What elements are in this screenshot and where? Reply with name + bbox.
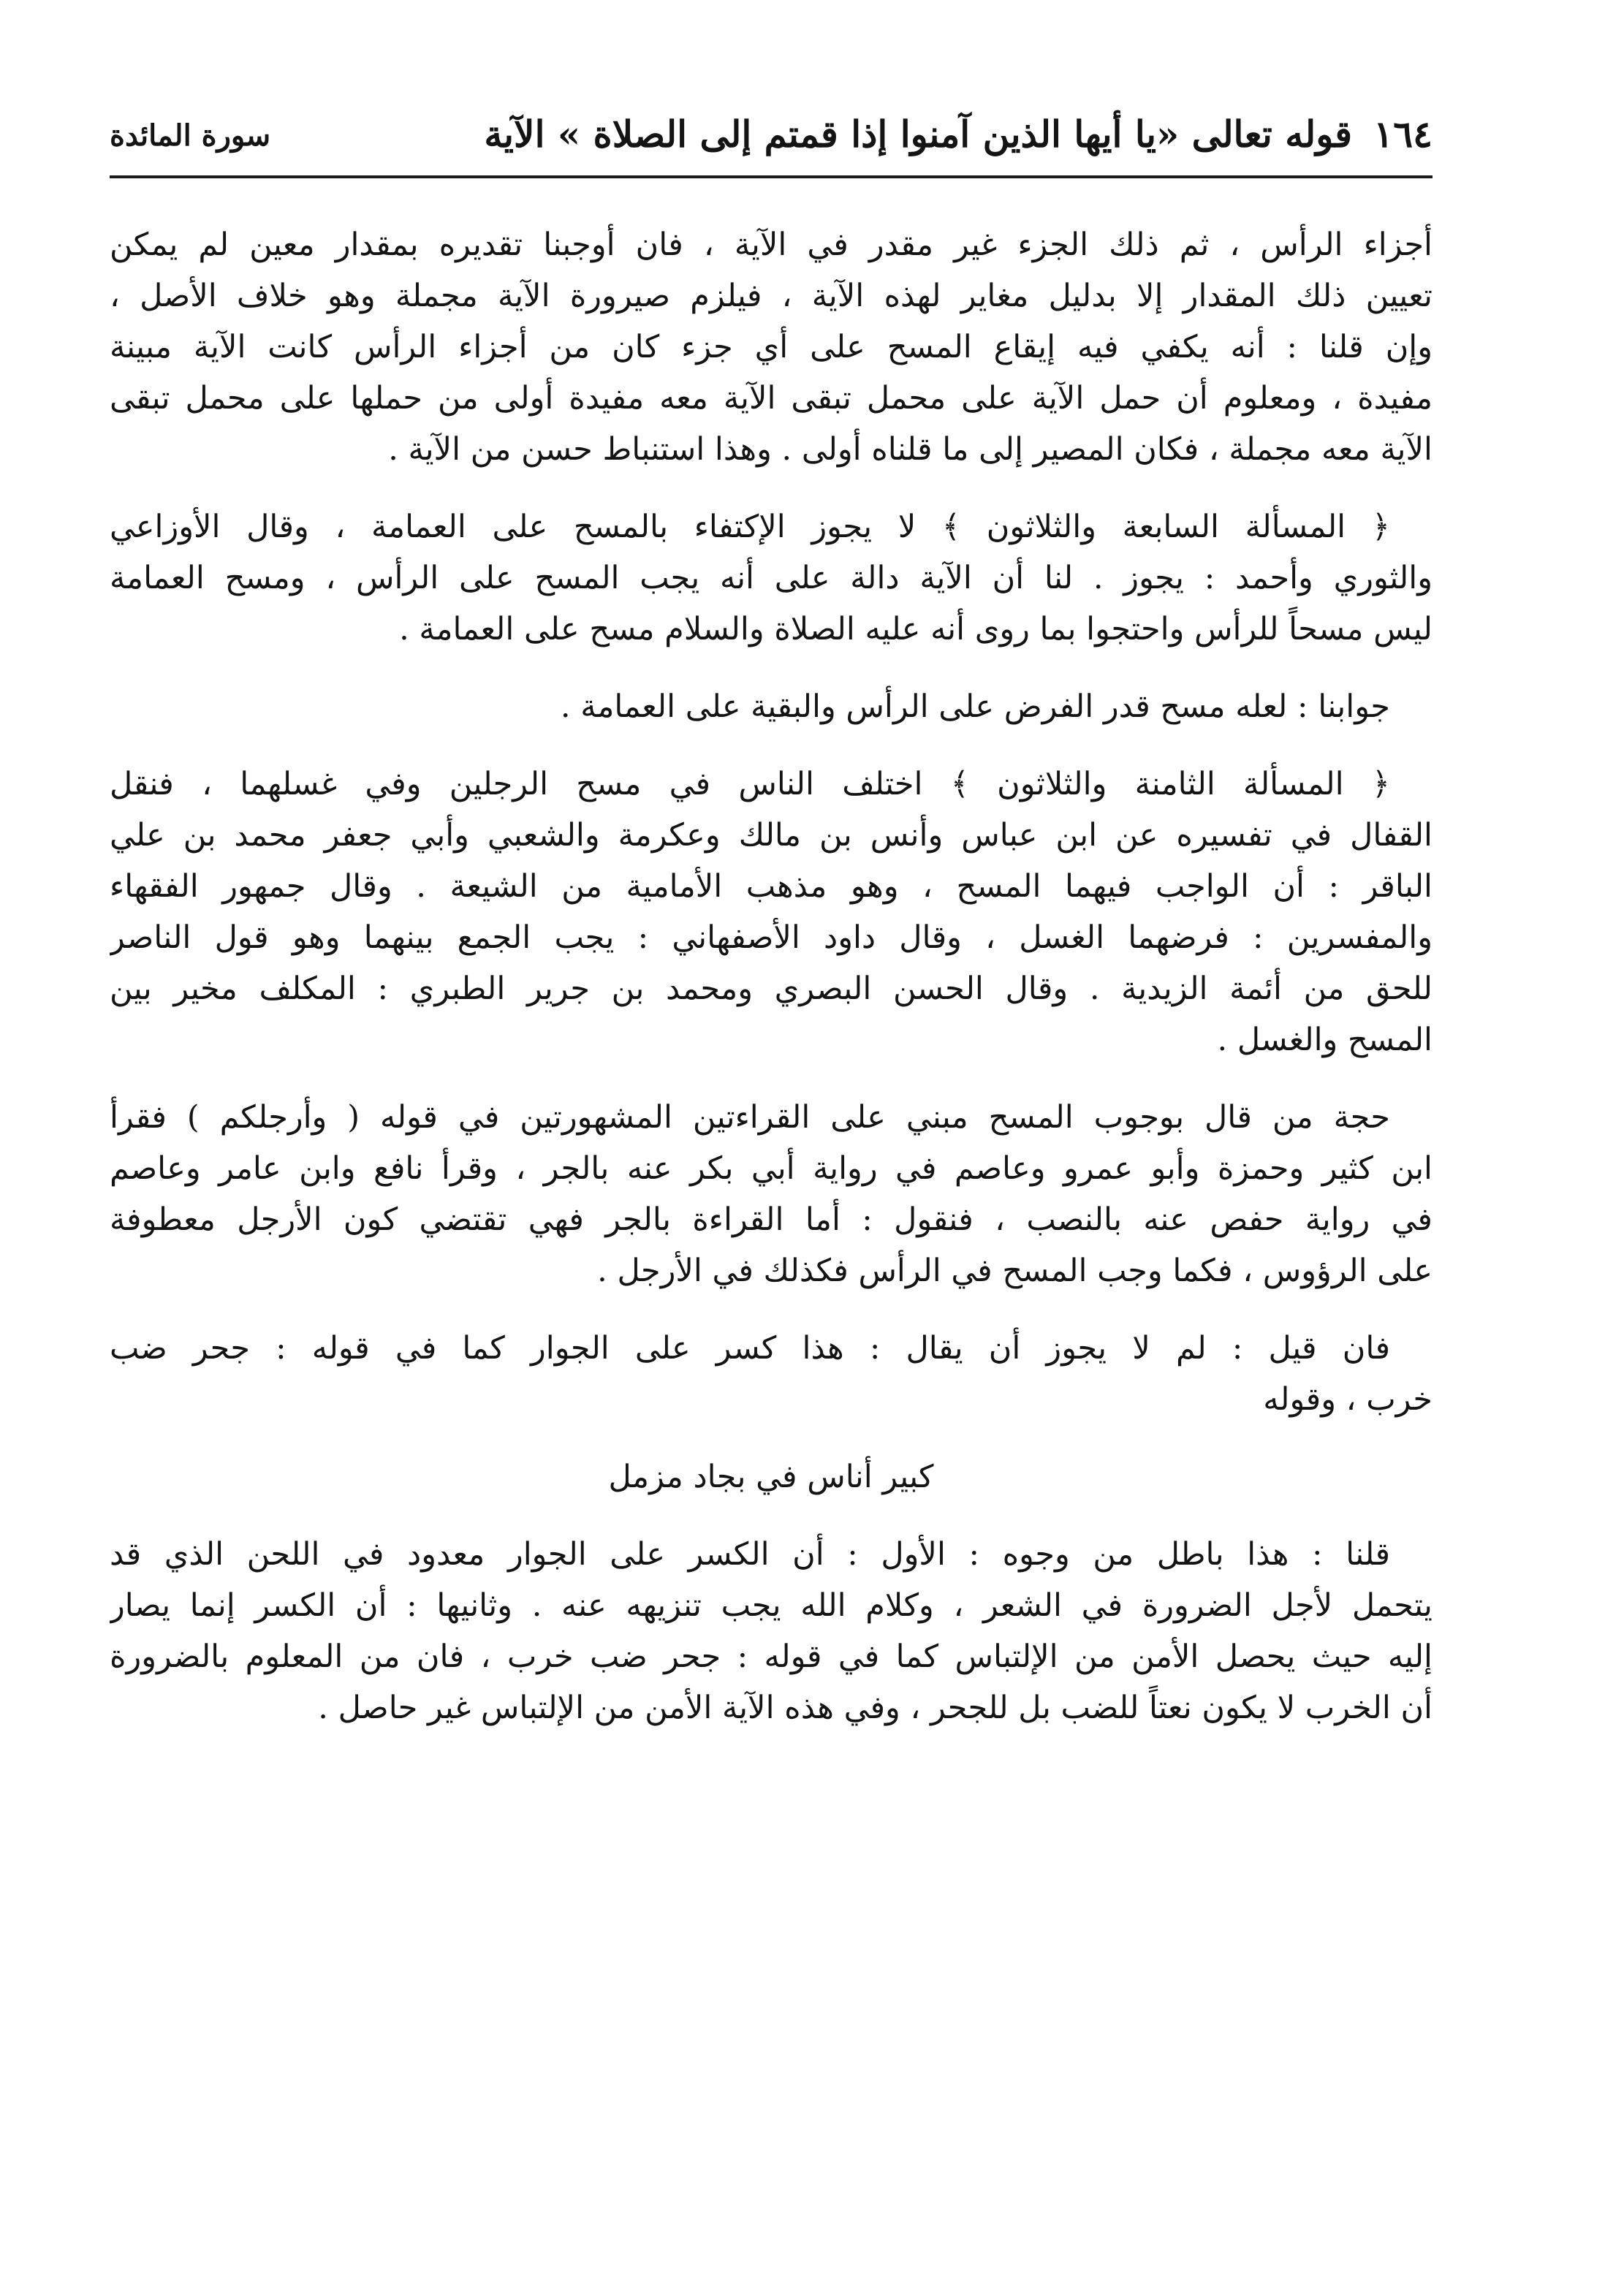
paragraph-6 xyxy=(110,1323,1433,1425)
paragraph-7 xyxy=(110,1529,1433,1733)
text-line: ابن كثير وحمزة وأبو عمرو وعاصم في رواية أبي بكر عنه بالجر ، وقرأ نافع وابن عامر وعاصم xyxy=(110,1150,1433,1187)
text-line: الآية معه مجملة ، فكان المصير إلى ما قلناه أولى . وهذا استنباط حسن من الآية . xyxy=(388,431,1433,468)
text-line: أجزاء الرأس ، ثم ذلك الجزء غير مقدر في الآية ، فان أوجبنا تقديره بمقدار معين لم يمكن xyxy=(110,227,1433,263)
text-line: خرب ، وقوله xyxy=(1263,1381,1433,1418)
text-line: إليه حيث يحصل الأمن من الإلتباس كما في قوله : جحر ضب خرب ، فان من المعلوم بالضرورة xyxy=(110,1638,1433,1675)
paragraph-3 xyxy=(110,681,1433,732)
text-line: ليس مسحاً للرأس واحتجوا بما روى أنه عليه الصلاة والسلام مسح على العمامة . xyxy=(399,611,1433,647)
text-line: للحق من أئمة الزيدية . وقال الحسن البصري ومحمد بن جرير الطبري : المكلف مخير بين xyxy=(110,971,1433,1007)
text-line: وإن قلنا : أنه يكفي فيه إيقاع المسح على أي جزء كان من أجزاء الرأس كانت الآية مبينة xyxy=(110,329,1433,365)
paragraph-4 xyxy=(110,759,1433,1066)
text-line: مفيدة ، ومعلوم أن حمل الآية على محمل تبقى الآية معه مفيدة أولى من حملها على محمل تبقى xyxy=(110,380,1433,417)
text-line: جوابنا : لعله مسح قدر الفرض على الرأس والبقية على العمامة . xyxy=(560,688,1390,725)
header-rule xyxy=(110,175,1433,178)
header-title: قوله تعالى «يا أيها الذين آمنوا إذا قمتم إلى الصلاة » الآية xyxy=(484,113,1352,156)
paragraph-5 xyxy=(110,1092,1433,1296)
text-line: على الرؤوس ، فكما وجب المسح في الرأس فكذلك في الأرجل . xyxy=(597,1253,1433,1289)
text-line: الباقر : أن الواجب فيهما المسح ، وهو مذهب الأمامية من الشيعة . وقال جمهور الفقهاء xyxy=(110,868,1433,905)
text-line: فان قيل : لم لا يجوز أن يقال : هذا كسر على الجوار كما في قوله : جحر ضب xyxy=(110,1330,1390,1367)
page-body xyxy=(110,219,1433,1760)
text-line: القفال في تفسيره عن ابن عباس وأنس بن مالك وعكرمة والشعبي وأبي جعفر محمد بن علي xyxy=(110,817,1433,854)
text-line: والثوري وأحمد : يجوز . لنا أن الآية دالة على أنه يجب المسح على الرأس ، ومسح العمامة xyxy=(110,560,1433,596)
poetry-verse: كبير أناس في بجاد مزمل xyxy=(608,1459,934,1495)
text-line: ﴿ المسألة الثامنة والثلاثون ﴾ اختلف الناس في مسح الرجلين وفي غسلهما ، فنقل xyxy=(110,766,1390,802)
text-line: أن الخرب لا يكون نعتاً للضب بل للجحر ، وفي هذه الآية الأمن من الإلتباس غير حاصل . xyxy=(318,1690,1433,1726)
running-header xyxy=(110,102,1433,172)
page-number: ١٦٤ xyxy=(1373,113,1433,156)
text-line: والمفسرين : فرضهما الغسل ، وقال داود الأصفهاني : يجب الجمع بينهما وهو قول الناصر xyxy=(110,919,1433,956)
text-line: يتحمل لأجل الضرورة في الشعر ، وكلام الله يجب تنزيهه عنه . وثانيها : أن الكسر إنما يصار xyxy=(110,1587,1433,1624)
paragraph-2 xyxy=(110,501,1433,655)
text-line: في رواية حفص عنه بالنصب ، فنقول : أما القراءة بالجر فهي تقتضي كون الأرجل معطوفة xyxy=(110,1201,1433,1238)
text-line: قلنا : هذا باطل من وجوه : الأول : أن الكسر على الجوار معدود في اللحن الذي قد xyxy=(110,1536,1390,1573)
text-line: المسح والغسل . xyxy=(1217,1022,1433,1058)
text-line: تعيين ذلك المقدار إلا بدليل مغاير لهذه الآية ، فيلزم صيرورة الآية مجملة وهو خلاف الأصل ، xyxy=(110,278,1433,314)
paragraph-1 xyxy=(110,219,1433,475)
text-line: حجة من قال بوجوب المسح مبني على القراءتين المشهورتين في قوله ( وأرجلكم ) فقرأ xyxy=(110,1099,1390,1136)
text-line: ﴿ المسألة السابعة والثلاثون ﴾ لا يجوز الإكتفاء بالمسح على العمامة ، وقال الأوزاعي xyxy=(110,509,1390,545)
surah-name: سورة المائدة xyxy=(110,118,271,153)
